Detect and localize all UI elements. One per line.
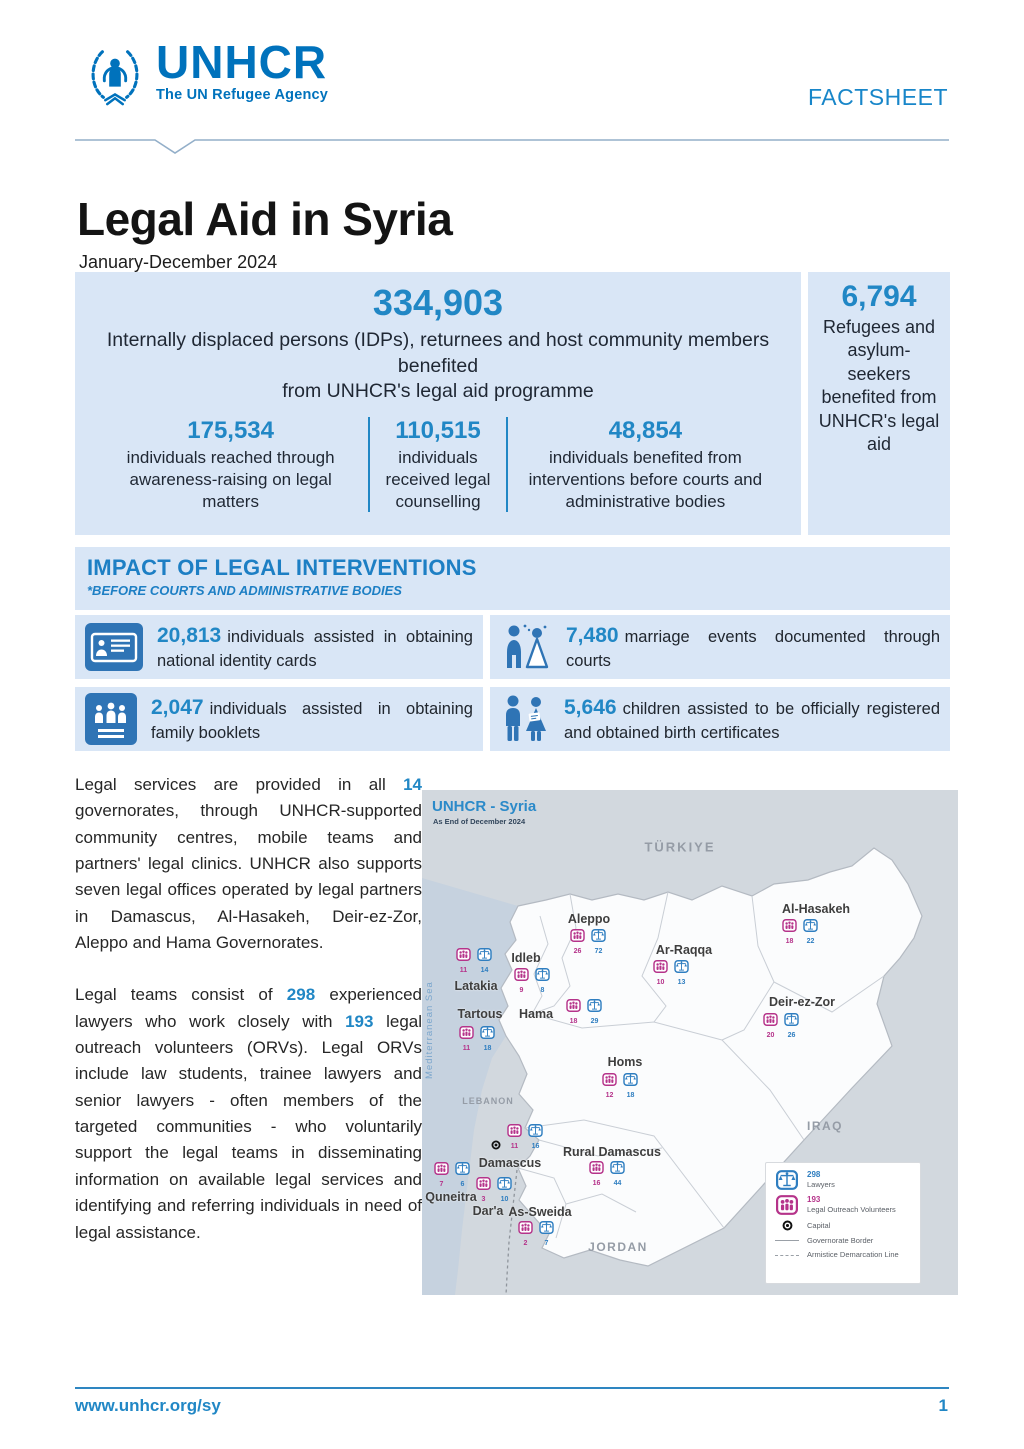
orv-count: 10 [656,979,665,986]
impact-title: IMPACT OF LEGAL INTERVENTIONS [87,555,477,580]
impact-card-birth-certificates [490,687,950,751]
card-label: individuals assisted in obtaining family booklets [151,699,473,743]
map-legend [765,1162,921,1284]
orv-people-icon [566,999,581,1017]
map-subtitle: As End of December 2024 [433,817,526,826]
orv-count: 20 [766,1032,775,1039]
lawyers-count: 298 [286,985,316,1005]
factsheet-label: FACTSHEET [808,84,948,110]
lawyers-count: 18 [483,1045,492,1052]
map-label-damascus: Damascus [478,1156,542,1170]
orv-count: 7 [439,1181,444,1188]
impact-section-header [75,547,950,610]
footer-page-number: 1 [938,1396,948,1415]
orv-people-icon [507,1124,522,1142]
map-marker-rural-damascus [588,1161,626,1187]
hero-substats [93,417,783,512]
scales-icon [539,1221,554,1239]
legend-armistice-label: Armistice Demarcation Line [807,1250,899,1260]
hero-side-label: Refugees and asylum-seekers benefited from UNHCR's legal aid [818,317,940,454]
header-logo [84,36,329,115]
mediterranean-sea-label: Mediterranean Sea [424,981,435,1079]
scales-icon [477,948,492,966]
impact-card-identity-cards [75,615,483,679]
map-label-rural-damascus: Rural Damascus [563,1145,661,1159]
id-card-icon [85,623,143,671]
orv-people-icon [653,960,668,978]
scales-icon [784,1013,799,1031]
card-value: 5,646 [564,695,617,719]
lawyers-count: 14 [480,967,489,974]
card-value: 2,047 [151,695,204,719]
lawyers-count: 26 [787,1032,796,1039]
hero-side-value: 6,794 [841,280,917,313]
map-label-quneitra: Quneitra [425,1190,477,1204]
body-text-column [75,772,422,1272]
hero-main-description [93,328,783,405]
impact-card-marriages [490,615,950,679]
scales-icon [803,919,818,937]
neighbor-label-turkiye: TÜRKIYE [644,839,716,855]
map-marker-aleppo [569,929,607,955]
orv-count: 193 [345,1011,374,1031]
substat-counselling [368,417,507,512]
scales-icon [591,929,606,947]
body-paragraph-2: Legal teams consist of 298 experienced lawyers who work closely with 193 legal outreach volunteers (ORVs). Legal ORVs include law students, trainee lawyers and senior lawyers - often members of the targeted communities - who voluntarily support the legal teams in disseminating information on available legal services and identifying and referring individuals in need of legal assistance. [75,985,423,1242]
map-marker-hama [565,999,603,1025]
map-marker-ar-raqqa [652,960,690,986]
hero-main-panel [75,272,801,535]
scales-icon [480,1026,495,1044]
neighbor-label-lebanon: LEBANON [462,1096,514,1106]
governorates-count: 14 [403,775,422,794]
report-period: January-December 2024 [79,252,278,272]
substat-interventions [508,417,783,512]
hero-desc-line1: Internally displaced persons (IDPs), returnees and host community members benefited [106,329,770,377]
hero-side-panel [808,272,950,535]
legend-lawyers-value: 298 [807,1170,821,1180]
lawyers-count: 72 [594,948,603,955]
neighbor-label-jordan: JORDAN [588,1240,648,1254]
map-marker-al-hasakeh [781,919,819,945]
substat-label: individuals reached through awareness-raising on legal matters [126,448,335,511]
scales-icon [528,1124,543,1142]
map-label-aleppo: Aleppo [567,912,611,926]
orv-people-icon [459,1026,474,1044]
orv-count: 12 [605,1092,614,1099]
orv-count: 9 [519,987,524,994]
map-marker-dar-a [475,1177,513,1203]
map-marker-tartous [458,1026,496,1052]
scales-icon [535,968,550,986]
orv-people-icon [518,1221,533,1239]
parents-child-icon [500,693,550,745]
orv-count: 11 [462,1045,471,1052]
orv-count: 18 [569,1018,578,1025]
map-marker-damascus [506,1124,544,1150]
legend-governorate-border [775,1236,911,1245]
legend-capital-label: Capital [807,1220,831,1230]
marriage-couple-icon [500,622,552,672]
unhcr-emblem-icon [84,42,146,115]
map-label-hama: Hama [518,1007,554,1021]
orv-count: 16 [592,1180,601,1187]
lawyers-count: 8 [540,987,545,994]
legend-lawyers-label: Lawyers [807,1180,835,1190]
orv-count: 26 [573,948,582,955]
border-line-icon [775,1240,799,1241]
map-marker-idleb [513,968,551,994]
map-title: UNHCR - Syria [432,798,537,815]
hero-desc-line2: from UNHCR's legal aid programme [282,380,594,403]
scales-icon [674,960,689,978]
legend-orv-value: 193 [807,1195,821,1205]
page-title: Legal Aid in Syria [77,193,453,245]
map-marker-latakia [455,948,493,974]
substat-label: individuals benefited from interventions before courts and administrative bodies [528,448,763,511]
scales-icon [497,1177,512,1195]
scales-icon [587,999,602,1017]
card-value: 20,813 [157,623,222,647]
lawyers-count: 22 [806,938,815,945]
impact-card-text [151,694,473,745]
family-booklet-icon [85,693,137,745]
orv-people-icon [775,1195,799,1215]
legend-orvs [775,1195,911,1215]
map-marker-homs [601,1073,639,1099]
footer-divider [75,1387,949,1389]
orv-people-icon [476,1177,491,1195]
orv-count: 11 [510,1143,519,1150]
lawyers-count: 44 [613,1180,622,1187]
orv-people-icon [456,948,471,966]
map-marker-deir-ez-zor [762,1013,800,1039]
impact-card-family-booklets [75,687,483,751]
map-label-latakia: Latakia [454,979,498,993]
lawyers-count: 18 [626,1092,635,1099]
map-marker-as-sweida [517,1221,555,1247]
orv-people-icon [763,1013,778,1031]
impact-card-text [566,622,940,673]
legend-lawyers [775,1170,911,1190]
map-label-dar-a: Dar'a [472,1204,504,1218]
legend-orv-label: Legal Outreach Volunteers [807,1205,896,1215]
neighbor-label-iraq: IRAQ [807,1119,843,1133]
orv-people-icon [782,919,797,937]
orv-people-icon [602,1073,617,1091]
legend-armistice-line [775,1250,911,1259]
header-divider [75,138,950,161]
body-paragraph-1: Legal services are provided in all 14 governorates, through UNHCR-supported community centres, mobile teams and partners' legal clinics. UNHCR also supports seven legal offices operated by legal partners in Damascus, Al-Hasakeh, Deir-ez-Zor, Aleppo and Hama Governorates. [75,775,422,953]
lawyers-count: 16 [531,1143,540,1150]
scales-icon [455,1162,470,1180]
orv-count: 2 [523,1240,528,1247]
substat-label: individuals received legal counselling [385,448,491,511]
scales-icon [610,1161,625,1179]
lawyers-count: 6 [460,1181,465,1188]
logo-tagline: The UN Refugee Agency [156,87,329,104]
orv-people-icon [589,1161,604,1179]
substat-value: 110,515 [395,417,481,445]
orv-count: 18 [785,938,794,945]
map-label-idleb: Idleb [511,951,541,965]
syria-map [422,790,958,1295]
map-marker-quneitra [433,1162,471,1188]
orv-count: 11 [459,967,468,974]
substat-value: 48,854 [608,417,683,445]
card-label: marriage events documented through courts [566,627,940,671]
impact-card-text [564,694,940,745]
map-label-tartous: Tartous [457,1007,503,1021]
orv-people-icon [514,968,529,986]
card-value: 7,480 [566,623,619,647]
hero-main-value: 334,903 [372,282,504,323]
lawyers-count: 10 [500,1196,509,1203]
orv-people-icon [570,929,585,947]
card-label: individuals assisted in obtaining national identity cards [157,627,473,671]
map-label-al-hasakeh: Al-Hasakeh [781,902,851,916]
map-label-homs: Homs [607,1055,643,1069]
legend-capital [775,1220,911,1231]
legend-border-label: Governorate Border [807,1236,874,1245]
substat-value: 175,534 [187,417,275,445]
map-label-ar-raqqa: Ar-Raqqa [655,943,713,957]
impact-subtitle: *BEFORE COURTS AND ADMINISTRATIVE BODIES [87,583,402,598]
map-label-as-sweida: As-Sweida [508,1205,572,1219]
orv-count: 3 [481,1196,486,1203]
capital-dot-icon [491,1140,501,1150]
dashed-line-icon [775,1255,799,1256]
scales-icon [775,1170,799,1190]
impact-card-text [157,622,473,673]
capital-dot-icon [775,1220,799,1231]
scales-icon [623,1073,638,1091]
footer-url[interactable]: www.unhcr.org/sy [75,1396,221,1415]
card-label: children assisted to be officially registered and obtained birth certificates [564,699,940,743]
substat-awareness [93,417,368,512]
lawyers-count: 13 [677,979,686,986]
map-label-deir-ez-zor: Deir-ez-Zor [769,995,835,1009]
orv-people-icon [434,1162,449,1180]
logo-wordmark: UNHCR [156,36,328,88]
lawyers-count: 7 [544,1240,549,1247]
lawyers-count: 29 [590,1018,599,1025]
